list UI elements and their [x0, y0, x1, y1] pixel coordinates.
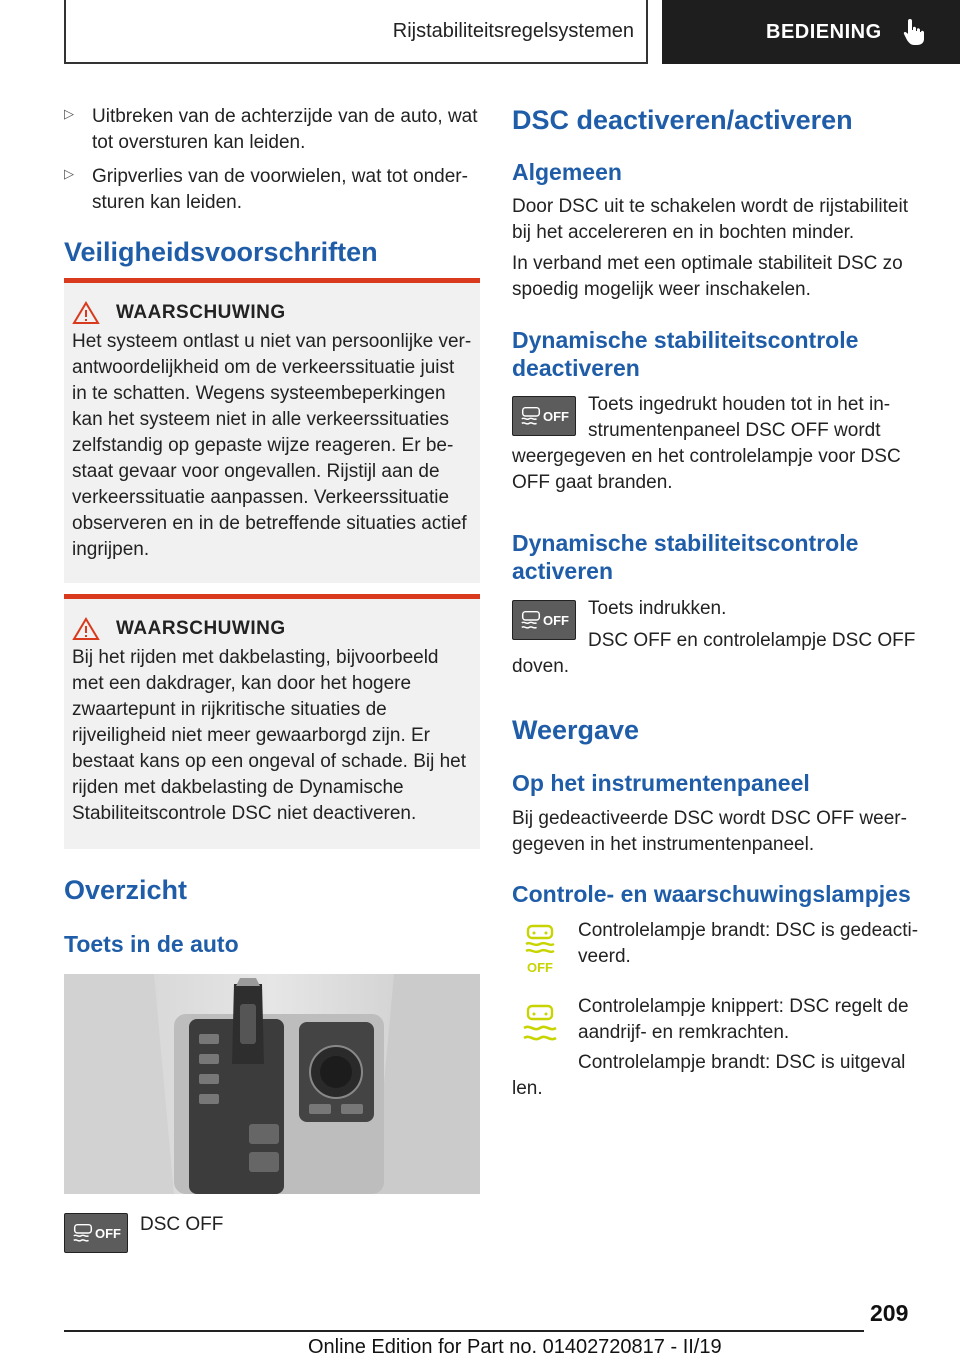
car-skid-icon: [71, 1222, 95, 1244]
dsc-off-label: OFF: [543, 612, 569, 628]
bullet-list: [64, 104, 480, 216]
activate-text-2a: DSC OFF en controlelampje DSC OFF: [588, 630, 916, 651]
overview-heading: Overzicht: [64, 875, 188, 905]
panel-text: Bij gedeactiveerde DSC wordt DSC OFF weergegeven in het instrumentenpaneel.: [512, 808, 907, 855]
lamp-off-text: OFF: [527, 960, 553, 975]
triangle-bullet-icon: ▷: [64, 106, 74, 121]
dsc-off-button-icon: [512, 396, 576, 436]
dsc-off-lamp-icon: [522, 924, 558, 976]
hand-pointer-icon: [902, 17, 926, 47]
lamps-heading: Controle- en waarschuwingslampjes: [512, 881, 911, 907]
deactivate-heading: Dynamische stabiliteitscontrole deactiveren: [512, 327, 859, 381]
header-section-title: Rijstabiliteitsregelsystemen: [392, 19, 634, 42]
dsc-off-button-icon: [64, 1213, 128, 1253]
list-item: [64, 104, 480, 156]
warning-triangle-icon: [72, 617, 100, 641]
header-section-box: [64, 0, 648, 64]
warning-title: WAARSCHUWING: [116, 618, 286, 639]
panel-heading: Op het instrumentenpaneel: [512, 770, 810, 796]
page-number: 209: [870, 1300, 909, 1326]
dsc-off-label: OFF: [95, 1225, 121, 1241]
warning-title-row: [72, 301, 472, 325]
dsc-off-label: OFF: [543, 408, 569, 424]
dsc-off-button-icon: [512, 600, 576, 640]
button-caption: DSC OFF: [140, 1214, 224, 1235]
triangle-bullet-icon: ▷: [64, 166, 74, 181]
warning-box-2: [64, 594, 480, 849]
lamp3-text-a: Controlelampje brandt: DSC is uitgeval: [578, 1052, 906, 1073]
header-chapter-title: BEDIENING: [766, 20, 882, 43]
warning-title-row: [72, 617, 472, 641]
general-heading: Algemeen: [512, 159, 622, 185]
activate-heading: Dynamische stabiliteitscontrole activeren: [512, 530, 859, 584]
car-skid-icon: [519, 405, 543, 427]
warning-text: Bij het rijden met dakbelasting, bijvoorbeeld met een dakdrager, kan door het hogere zwaartepunt in rijkritische situaties de rijveiligheid niet meer gewaarborgd zijn. Er bestaat kans op een ongeval of schade. Bij het rijden met dakbelasting de Dynamische Stabiliteitscontrole DSC niet deactiveren.: [72, 647, 466, 824]
warning-text: Het systeem ontlast u niet van persoonlijke verantwoordelijkheid om de verkeerssituatie juist in te schatten. Wegens systeembeperkingen kan het systeem niet in alle verkeerssituaties zelfstandig op gepaste wijze reageren. Er bestaat gevaar voor ongevallen. Rijstijl aan de verkeerssituatie aanpassen. Verkeerssituatie observeren en in de betreffende situaties actief ingrijpen.: [72, 331, 472, 560]
warning-title: WAARSCHUWING: [116, 302, 286, 323]
footer-edition: Online Edition for Part no. 01402720817 - II/19: [308, 1336, 722, 1358]
general-paragraph-2: In verband met een optimale stabiliteit DSC zo spoedig mogelijk weer inschakelen.: [512, 253, 903, 300]
button-heading: Toets in de auto: [64, 931, 239, 957]
header-chapter-box: [662, 0, 960, 64]
car-skid-icon: [519, 609, 543, 631]
dsc-lamp-icon: [520, 1004, 560, 1050]
lamp3-text-b: len.: [512, 1078, 543, 1099]
warning-box-1: [64, 278, 480, 583]
deactivate-text-a: Toets ingedrukt houden tot in het instrumentenpaneel DSC OFF wordt: [588, 394, 891, 441]
activate-text-1: Toets indrukken.: [588, 598, 727, 619]
display-heading: Weergave: [512, 715, 640, 745]
deactivate-text-b: weergegeven en het controlelampje voor DSC OFF gaat branden.: [512, 446, 901, 493]
safety-heading: Veiligheidsvoorschriften: [64, 237, 378, 267]
warning-triangle-icon: [72, 301, 100, 325]
list-item: [64, 164, 480, 216]
main-heading: DSC deactiveren/activeren: [512, 105, 853, 135]
general-paragraph-1: Door DSC uit te schakelen wordt de rijstabiliteit bij het accelereren en in bochten minder.: [512, 196, 909, 243]
lamp2-text: Controlelampje knippert: DSC regelt de aandrijf- en remkrachten.: [578, 996, 909, 1043]
bullet-text: Uitbreken van de achterzijde van de auto, wat tot oversturen kan leiden.: [92, 106, 478, 153]
center-console-photo: [64, 974, 480, 1194]
bullet-text: Gripverlies van de voorwielen, wat tot ondersturen kan leiden.: [92, 166, 468, 213]
lamp1-text: Controlelampje brandt: DSC is gedeactiveerd.: [578, 920, 919, 967]
activate-text-2b: doven.: [512, 656, 570, 677]
footer-divider: [64, 1330, 864, 1332]
